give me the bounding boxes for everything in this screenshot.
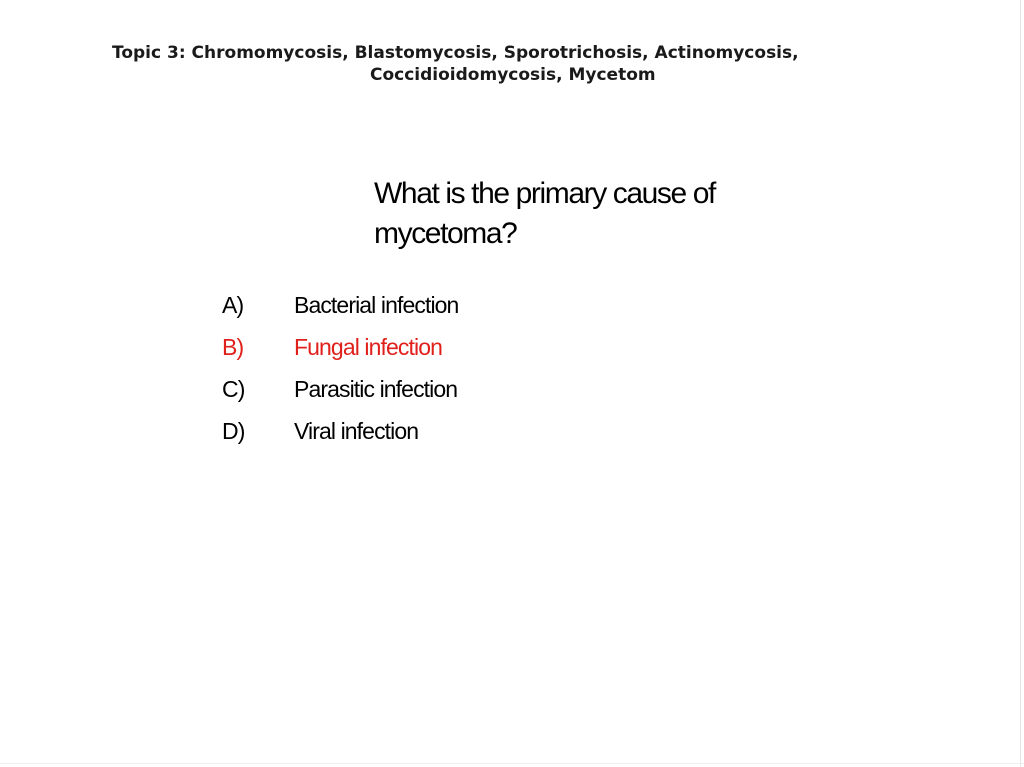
topic-title-line-2: Coccidioidomycosis, Mycetom	[370, 65, 656, 85]
answer-options	[222, 284, 722, 452]
option-text: Fungal infection	[294, 333, 442, 360]
answer-option-d	[222, 410, 722, 452]
topic-title-line-1: Topic 3: Chromomycosis, Blastomycosis, Sporotrichosis, Actinomycosis,	[112, 43, 799, 63]
slide-edge-bottom	[0, 763, 1024, 764]
slide-edge-right	[1020, 0, 1021, 767]
answer-option-a	[222, 284, 722, 326]
option-letter: B)	[222, 333, 244, 360]
answer-option-c	[222, 368, 722, 410]
question-text	[374, 174, 794, 254]
question-line-1: What is the primary cause of	[374, 177, 715, 210]
answer-option-b	[222, 326, 722, 368]
option-text: Viral infection	[294, 417, 419, 444]
option-text: Parasitic infection	[294, 375, 458, 402]
option-letter: D)	[222, 417, 245, 444]
question-line-2: mycetoma?	[374, 217, 517, 250]
option-text: Bacterial infection	[294, 291, 459, 318]
topic-title	[100, 42, 940, 86]
option-letter: C)	[222, 375, 245, 402]
option-letter: A)	[222, 291, 244, 318]
